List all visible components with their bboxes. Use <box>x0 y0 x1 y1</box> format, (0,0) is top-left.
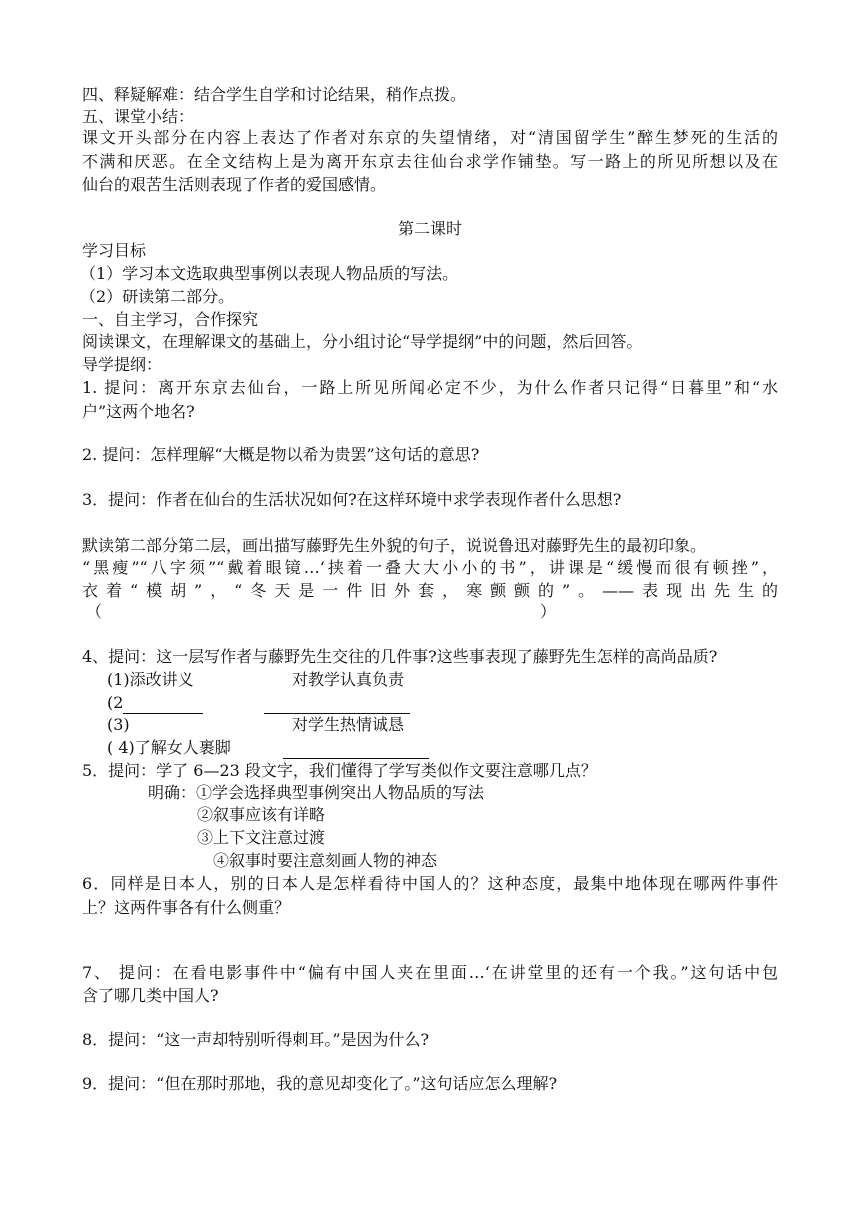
summary-line-1: 课文开头部分在内容上表达了作者对东京的失望情绪，对“清国留学生”醉生梦死的生活的 <box>82 128 778 147</box>
quality-1: 对教学认真负责 <box>292 670 405 689</box>
answer-bracket-open: （ <box>86 602 103 621</box>
question-6-line-2: 上？这两件事各有什么侧重？ <box>82 898 291 917</box>
quality-2-blank <box>264 697 410 714</box>
event-1: (1)添改讲义 <box>107 670 194 689</box>
clarify-4: ④叙事时要注意刻画人物的神态 <box>213 851 438 870</box>
section-heading-1: 一、自主学习，合作探究 <box>82 310 259 329</box>
appearance-quote-2: 衣着“模胡”，“冬天是一件旧外套，寒颤颤的”。——表现出先生的 <box>82 581 778 600</box>
summary-line-2: 不满和厌恶。在全文结构上是为离开东京去往仙台求学作铺垫。写一路上的所见所想以及在 <box>82 152 778 171</box>
answer-bracket-close: ） <box>540 602 557 621</box>
question-7-line-2: 含了哪几类中国人? <box>82 986 219 1005</box>
section-heading-5: 五、课堂小结： <box>82 107 195 126</box>
quality-4-blank <box>283 742 429 759</box>
question-4: 4、提问：这一层写作者与藤野先生交往的几件事?这些事表现了藤野先生怎样的高尚品质? <box>82 647 718 666</box>
clarify-2: ②叙事应该有详略 <box>197 805 326 824</box>
objectives-heading: 学习目标 <box>82 241 147 260</box>
clarify-1: 明确：①学会选择典型事例突出人物品质的写法 <box>148 783 485 802</box>
quality-3: 对学生热情诚恳 <box>292 715 405 734</box>
appearance-quote-1: “黑瘦”“八字须”“戴着眼镜…‘挟着一叠大大小小的书”，讲课是“缓慢而很有顿挫”， <box>82 558 778 577</box>
event-2 <box>107 692 203 714</box>
question-1-line-1: 1. 提问：离开东京去仙台，一路上所见所闻必定不少，为什么作者只记得“日暮里”和“水 <box>82 378 778 397</box>
event-3: (3) <box>107 715 130 734</box>
outline-heading: 导学提纲： <box>82 355 163 374</box>
event-2-blank <box>123 697 203 714</box>
question-6-line-1: 6．同样是日本人，别的日本人是怎样看待中国人的？这种态度，最集中地体现在哪两件事件 <box>82 874 778 893</box>
question-8: 8．提问：“这一声却特别听得刺耳。”是因为什么? <box>82 1030 430 1049</box>
objective-2: （2）研读第二部分。 <box>80 287 235 306</box>
summary-line-3: 仙台的艰苦生活则表现了作者的爱国感情。 <box>82 175 387 194</box>
clarify-3: ③上下文注意过渡 <box>197 828 326 847</box>
question-9: 9．提问：“但在那时那地，我的意见却变化了。”这句话应怎么理解? <box>82 1074 558 1093</box>
objective-1: （1）学习本文选取典型事例以表现人物品质的写法。 <box>80 264 459 283</box>
event-2-label: (2 <box>107 693 124 712</box>
question-7-line-1: 7、 提问：在看电影事件中“偏有中国人夹在里面…‘在讲堂里的还有一个我。”这句话中包 <box>82 963 778 982</box>
question-2: 2. 提问：怎样理解“大概是物以希为贵罢”这句话的意思? <box>82 445 480 464</box>
question-1-line-2: 户”这两个地名? <box>82 402 195 421</box>
quality-4 <box>283 737 429 759</box>
event-4: ( 4)了解女人裹脚 <box>107 738 231 757</box>
instruction-text: 阅读课文，在理解课文的基础上，分小组讨论“导学提纲”中的问题，然后回答。 <box>82 332 643 351</box>
lesson-title: 第二课时 <box>397 219 462 238</box>
reading-task: 默读第二部分第二层，画出描写藤野先生外貌的句子，说说鲁迅对藤野先生的最初印象。 <box>82 536 707 555</box>
question-3: 3．提问：作者在仙台的生活状况如何?在这样环境中求学表现作者什么思想? <box>82 490 622 509</box>
question-5: 5．提问：学了 6—23 段文字，我们懂得了学写类似作文要注意哪几点？ <box>82 761 597 780</box>
quality-2 <box>264 692 410 714</box>
section-heading-4: 四、释疑解难：结合学生自学和讨论结果，稍作点拨。 <box>82 85 467 104</box>
